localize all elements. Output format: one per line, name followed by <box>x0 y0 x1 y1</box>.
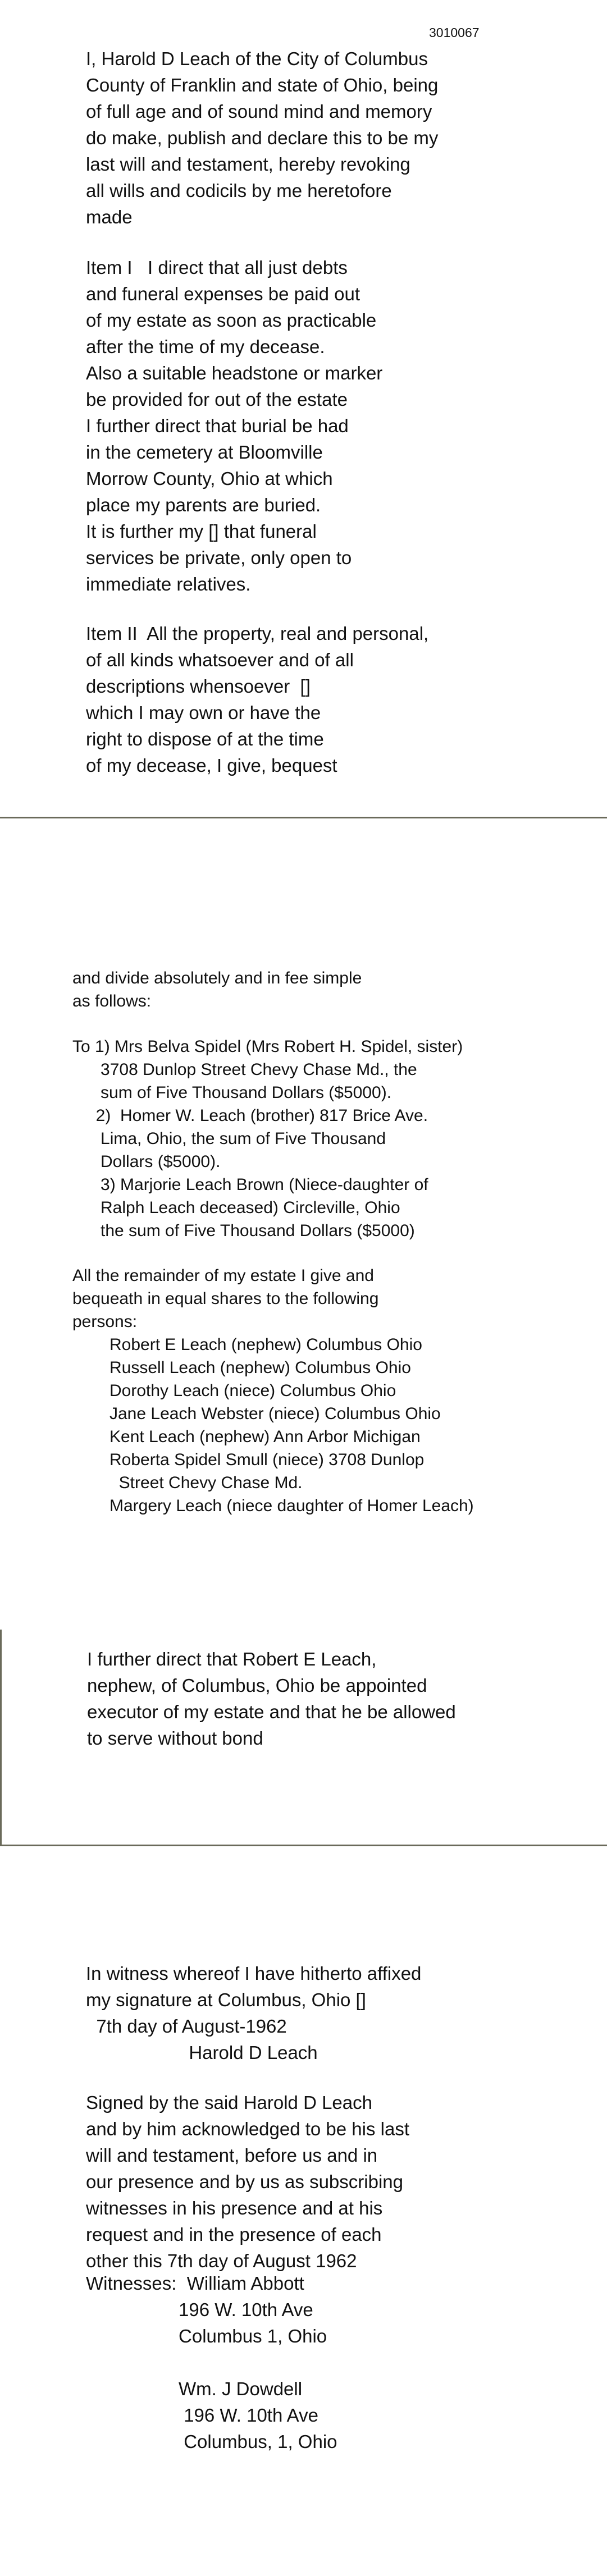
text-line: of my estate as soon as practicable <box>86 310 377 331</box>
item-2-paragraph <box>86 620 591 779</box>
witness-line: Witnesses: William Abbott <box>86 2273 304 2294</box>
text-line: of my decease, I give, bequest <box>86 755 337 776</box>
text-line: executor of my estate and that he be allowed <box>87 1701 456 1722</box>
text-line: 2) Homer W. Leach (brother) 817 Brice Ave. <box>72 1106 428 1125</box>
text-line: do make, publish and declare this to be my <box>86 127 439 148</box>
text-line: our presence and by us as subscribing <box>86 2171 403 2192</box>
list-item: Street Chevy Chase Md. <box>109 1474 303 1492</box>
text-line: the sum of Five Thousand Dollars ($5000) <box>72 1221 415 1240</box>
text-line: all wills and codicils by me heretofore <box>86 180 392 201</box>
division-intro <box>72 967 595 1013</box>
witness-line: 196 W. 10th Ave <box>86 2299 313 2320</box>
residuary-beneficiaries-list <box>109 1333 598 1517</box>
text-line: as follows: <box>72 992 152 1010</box>
item-1-paragraph <box>86 254 591 597</box>
executor-paragraph <box>87 1646 592 1751</box>
text-line: I further direct that burial be had <box>86 415 349 436</box>
text-line: other this 7th day of August 1962 <box>86 2250 357 2271</box>
text-line: immediate relatives. <box>86 574 251 594</box>
text-line: to serve without bond <box>87 1728 263 1749</box>
text-line: Morrow County, Ohio at which <box>86 468 333 489</box>
text-line: 3) Marjorie Leach Brown (Niece-daughter of <box>72 1175 428 1194</box>
text-line: Item II All the property, real and personal, <box>86 623 429 644</box>
text-line: services be private, only open to <box>86 547 352 568</box>
list-item: Dorothy Leach (niece) Columbus Ohio <box>109 1381 396 1400</box>
list-item: Kent Leach (nephew) Ann Arbor Michigan <box>109 1427 421 1446</box>
testator-signature: Harold D Leach <box>86 2042 318 2063</box>
list-item: Russell Leach (nephew) Columbus Ohio <box>109 1358 411 1377</box>
text-line: in the cemetery at Bloomville <box>86 442 323 463</box>
text-line: All the remainder of my estate I give and <box>72 1266 374 1285</box>
list-item: Margery Leach (niece daughter of Homer Leach) <box>109 1497 474 1515</box>
list-item: Roberta Spidel Smull (niece) 3708 Dunlop <box>109 1451 425 1469</box>
text-line: nephew, of Columbus, Ohio be appointed <box>87 1675 427 1696</box>
list-item: Robert E Leach (nephew) Columbus Ohio <box>109 1335 422 1354</box>
text-line: County of Franklin and state of Ohio, being <box>86 75 439 95</box>
text-line: my signature at Columbus, Ohio [] <box>86 1989 366 2010</box>
witness-line: Wm. J Dowdell <box>86 2378 303 2399</box>
text-line: of full age and of sound mind and memory <box>86 101 432 122</box>
text-line: It is further my [] that funeral <box>86 521 317 542</box>
text-line: To 1) Mrs Belva Spidel (Mrs Robert H. Spidel, sister) <box>72 1037 463 1056</box>
specific-bequests <box>72 1035 595 1242</box>
page-divider <box>0 1845 607 1846</box>
text-line: will and testament, before us and in <box>86 2145 378 2166</box>
text-line: and divide absolutely and in fee simple <box>72 969 362 987</box>
text-line: after the time of my decease. <box>86 336 325 357</box>
text-line: request and in the presence of each <box>86 2224 382 2245</box>
text-line: descriptions whensoever [] <box>86 676 311 697</box>
text-line: Dollars ($5000). <box>72 1152 221 1171</box>
text-line: place my parents are buried. <box>86 495 321 515</box>
text-line: persons: <box>72 1312 138 1331</box>
text-line: and funeral expenses be paid out <box>86 283 360 304</box>
text-line: 7th day of August-1962 <box>86 2016 287 2037</box>
text-line: and by him acknowledged to be his last <box>86 2119 410 2139</box>
page-edge-line <box>0 1630 2 1846</box>
witnesses-block <box>86 2270 591 2455</box>
text-line: which I may own or have the <box>86 702 321 723</box>
witness-line: Columbus 1, Ohio <box>86 2326 327 2346</box>
page-divider <box>0 817 607 818</box>
text-line: be provided for out of the estate <box>86 389 348 410</box>
text-line: right to dispose of at the time <box>86 729 324 749</box>
attestation-clause <box>86 2089 591 2274</box>
document-id: 3010067 <box>429 25 480 40</box>
list-item: Jane Leach Webster (niece) Columbus Ohio <box>109 1404 441 1423</box>
text-line: last will and testament, hereby revoking <box>86 154 410 175</box>
witness-line: 196 W. 10th Ave <box>86 2405 318 2426</box>
text-line: Also a suitable headstone or marker <box>86 363 383 383</box>
text-line: bequeath in equal shares to the following <box>72 1289 379 1308</box>
witness-clause <box>86 1960 591 2066</box>
text-line: sum of Five Thousand Dollars ($5000). <box>72 1083 392 1102</box>
text-line: Signed by the said Harold D Leach <box>86 2092 372 2113</box>
text-line: of all kinds whatsoever and of all <box>86 649 354 670</box>
text-line: Ralph Leach deceased) Circleville, Ohio <box>72 1198 400 1217</box>
witness-line: Columbus, 1, Ohio <box>86 2431 337 2452</box>
text-line: I, Harold D Leach of the City of Columbus <box>86 48 428 69</box>
preamble-paragraph <box>86 45 591 230</box>
residuary-clause <box>72 1264 595 1333</box>
text-line: Item I I direct that all just debts <box>86 257 348 278</box>
text-line: Lima, Ohio, the sum of Five Thousand <box>72 1129 386 1148</box>
text-line: In witness whereof I have hitherto affixed <box>86 1963 422 1984</box>
witness-line <box>86 2349 591 2376</box>
text-line: 3708 Dunlop Street Chevy Chase Md., the <box>72 1060 417 1079</box>
text-line: I further direct that Robert E Leach, <box>87 1649 377 1669</box>
text-line: made <box>86 207 133 227</box>
text-line: witnesses in his presence and at his <box>86 2198 383 2218</box>
